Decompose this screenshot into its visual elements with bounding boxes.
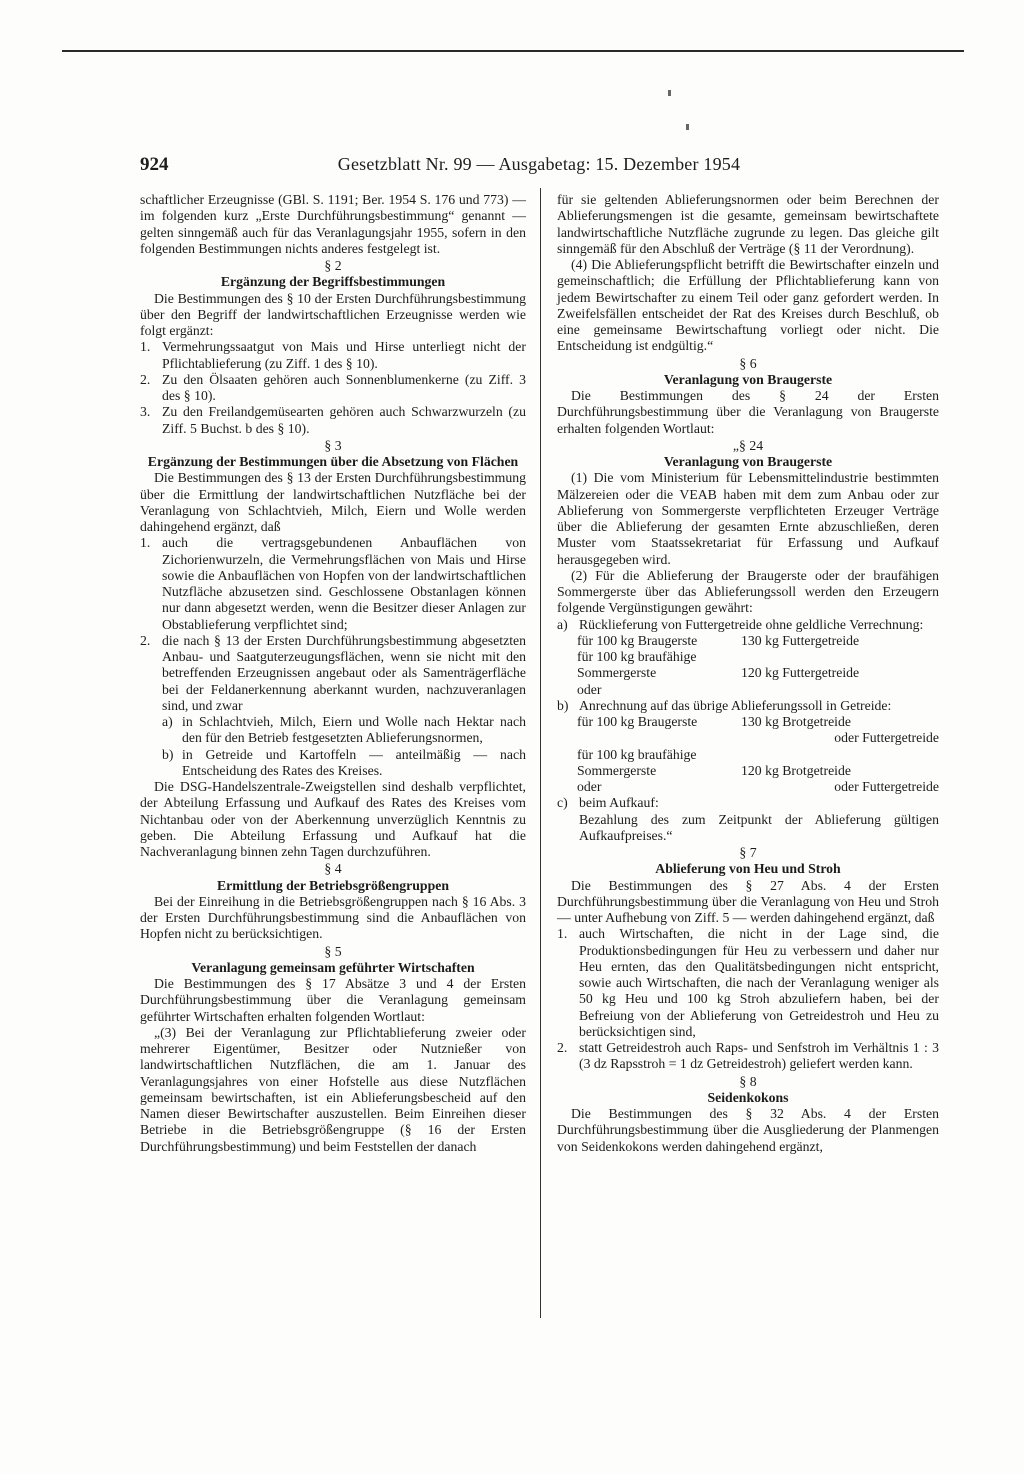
rate-label: Sommergerste: [577, 665, 657, 681]
rate-row: [577, 665, 939, 681]
right-column: [557, 192, 939, 1155]
list-text: auch Wirtschaften, die nicht in der Lage sind, die Produktionsbedingungen für Heu zu verbessern und daher nur Heu ernten, das den Qualitätsbedingungen nicht entspricht, sowie auch Wirtschaften, die nach der Veranlagung weniger als 50 kg Heu und 100 kg Stroh abzuliefern haben, bei der Befreiung von der Ablieferung von Getreidestroh und Heu zu berücksichtigen sind,: [579, 926, 939, 1039]
rate-row: [577, 779, 939, 795]
continued-paragraph: für sie geltenden Ablieferungsnormen oder beim Berechnen der Ablieferungsmengen ist die gesamte, gemeinsam bewirtschaftete landwirtschaftliche Nutzfläche zugrunde zu legen. Das gleiche gilt sinngemäß für den Abschluß der Verträge (§ 11 der Verordnung).: [557, 192, 939, 256]
list-number: 1.: [140, 339, 151, 355]
list-text: beim Aufkauf:: [579, 795, 659, 811]
list-text: Anrechnung auf das übrige Ablieferungssoll in Getreide:: [579, 697, 892, 713]
paragraph: „(3) Bei der Veranlagung zur Pflichtablieferung zweier oder mehrerer Eigentümer, Besitzer oder Nutznießer von landwirtschaftlichen Nutzflächen, die am 1. Januar des Veranlagungsjahres von einer Hofstelle aus diese Nutzflächen gemeinsam bewirtschaften, ist ein Ablieferungsbescheid auf den Namen dieser Bewirtschafter auszustellen. Beim Einreihen dieser Betriebe in die Betriebsgrößengruppe (§ 16 der Ersten Durchführungsbestimmung) und beim Feststellen der danach: [140, 1024, 526, 1154]
section-number: § 7: [739, 845, 757, 860]
rate-alternative: oder Futtergetreide: [834, 779, 939, 794]
rate-label: für 100 kg Braugerste: [577, 632, 698, 648]
section-number: § 5: [324, 943, 342, 959]
rate-value: 120 kg Futtergetreide: [741, 665, 860, 681]
list-item: [140, 535, 526, 633]
list-text: statt Getreidestroh auch Raps- und Senfstroh im Verhältnis 1 : 3 (3 dz Rapsstroh = 1 dz Getreidestroh) geliefert werden kann.: [579, 1040, 939, 1072]
rate-row: [577, 633, 939, 649]
list-item: [557, 698, 939, 714]
section-title: Veranlagung von Braugerste: [663, 371, 833, 387]
rate-row: [577, 714, 939, 730]
rate-label: oder: [577, 681, 602, 697]
quoted-section-title: Veranlagung von Braugerste: [663, 454, 833, 469]
section-number: § 3: [324, 437, 342, 453]
paragraph: Bei der Einreihung in die Betriebsgrößengruppen nach § 16 Abs. 3 der Ersten Durchführungsbestimmung sind die Anbauflächen von Hopfen nicht zu berücksichtigen.: [140, 893, 526, 942]
paragraph: Die Bestimmungen des § 32 Abs. 4 der Ersten Durchführungsbestimmung über die Ausgliederung der Planmengen von Seidenkokons werden dahingehend ergänzt,: [557, 1106, 939, 1154]
column-divider: [540, 188, 541, 1318]
paragraph: Die Bestimmungen des § 13 der Ersten Durchführungsbestimmung über die Ermittlung der landwirtschaftlichen Nutzfläche bei der Veranlagung von Schlachtvieh, Milch, Eiern und Wolle werden dahingehend ergänzt, daß: [140, 470, 526, 534]
list-text: auch die vertragsgebundenen Anbauflächen von Zichorienwurzeln, die Vermehrungsflächen von Mais und Hirse sowie die Anbauflächen von Hopfen von der landwirtschaftlichen Nutzfläche abzusetzen sind. Geschlossene Obstanlagen können nur dann abgesetzt werden, wenn die Besitzer dieser Anlagen zur Obstablieferung verpflichtet sind;: [162, 535, 526, 632]
list-item: [557, 1040, 939, 1073]
sub-item: [162, 747, 526, 780]
list-item: [557, 812, 939, 845]
section-title: Ergänzung der Bestimmungen über die Absetzung von Flächen: [147, 454, 519, 469]
paragraph: Die DSG-Handelszentrale-Zweigstellen sind deshalb verpflichtet, der Abteilung Erfassung und Aufkauf des Rates des Kreises vom Nichtanbau oder von der Aberkennung unverzüglich Kenntnis zu geben. Die Abteilung Erfassung und Aufkauf hat die Nachveranlagung binnen zehn Tagen durchzuführen.: [140, 779, 526, 859]
rate-value: 130 kg Futtergetreide: [741, 632, 860, 648]
rate-row: [577, 682, 939, 698]
list-item: [557, 926, 939, 1040]
list-number: 2.: [557, 1040, 568, 1055]
list-text: Rücklieferung von Futtergetreide ohne geldliche Verrechnung:: [579, 616, 924, 632]
section-title: Ermittlung der Betriebsgrößengruppen: [217, 877, 449, 893]
sub-item: [162, 714, 526, 747]
sub-text: in Getreide und Kartoffeln — anteilmäßig — nach Entscheidung des Rates des Kreises.: [182, 746, 526, 778]
section-number: § 2: [324, 258, 342, 273]
list-letter: a): [557, 616, 568, 632]
print-speck: [668, 90, 671, 96]
rate-row: [577, 763, 939, 779]
list-letter: b): [557, 697, 569, 713]
section-number: § 8: [739, 1073, 757, 1089]
list-text: die nach § 13 der Ersten Durchführungsbestimmung abgesetzten Anbau- und Saatguterzeugungsflächen, wenn sie nicht mit den betreffenden Erzeugnissen angebaut oder als Samenträgerfläche bei der Feldanerkennung aberkannt wurden, nachzuveranlagen sind, und zwar: [162, 632, 526, 713]
section-number: § 6: [739, 355, 757, 371]
list-number: 1.: [557, 926, 568, 942]
top-rule: [62, 50, 964, 52]
section-title: Veranlagung gemeinsam geführter Wirtschaften: [191, 959, 475, 975]
sub-letter: a): [162, 714, 173, 729]
left-column: [140, 192, 526, 1155]
list-text: Zu den Freilandgemüsearten gehören auch Schwarzwurzeln (zu Ziff. 5 Buchst. b des § 10).: [162, 404, 526, 436]
list-number: 2.: [140, 371, 151, 387]
rate-value: 130 kg Brotgetreide: [741, 714, 851, 729]
rate-alternative: oder Futtergetreide: [834, 730, 939, 746]
rate-row: [577, 649, 939, 665]
sub-text: in Schlachtvieh, Milch, Eiern und Wolle nach Hektar nach den für den Betrieb festgesetzten Ablieferungsnormen,: [182, 714, 526, 746]
list-text: Bezahlung des zum Zeitpunkt der Ablieferung gültigen Aufkaufpreises.“: [579, 811, 939, 843]
page-number: 924: [140, 154, 169, 175]
intro-paragraph: schaftlicher Erzeugnisse (GBl. S. 1191; Ber. 1954 S. 176 und 773) — im folgenden kurz „Erste Durchführungsbestimmung“ genannt — gelten sinngemäß auch für das Veranlagungsjahr 1955, sofern in den folgenden Bestimmungen nichts anderes festgelegt ist.: [140, 192, 526, 256]
quoted-section-number: „§ 24: [732, 437, 764, 453]
paragraph: Die Bestimmungen des § 10 der Ersten Durchführungsbestimmung über den Begriff der landwirtschaftlichen Erzeugnisse werden wie folgt ergänzt:: [140, 290, 526, 338]
list-letter: c): [557, 795, 568, 811]
list-number: 3.: [140, 404, 151, 420]
section-title: Seidenkokons: [707, 1089, 789, 1105]
paragraph: Die Bestimmungen des § 24 der Ersten Durchführungsbestimmung über die Veranlagung von Braugerste erhalten folgenden Wortlaut:: [557, 388, 939, 436]
list-item: [140, 404, 526, 437]
paragraph: (1) Die vom Ministerium für Lebensmittelindustrie bestimmten Mälzereien oder die VEAB haben mit dem zum Anbau oder zur Ablieferung von Sommergerste verpflichteten Erzeuger Verträge über die Ablieferung der gesamten Ernte abzuschließen, deren Muster vom Staatssekretariat für Erfassung und Aufkauf herausgegeben wird.: [557, 470, 939, 567]
list-item: [140, 339, 526, 372]
paragraph: (4) Die Ablieferungspflicht betrifft die Bewirtschafter einzeln und gemeinschaftlich; die Erfüllung der Pflichtablieferung kann von jedem Bewirtschafter zu einem Teil oder ganz gefordert werden. In Zweifelsfällen entscheidet der Rat des Kreises durch Beschluß, ob eine gemeinsame Bewirtschaftung vorliegt oder nicht. Die Entscheidung ist endgültig.“: [557, 257, 939, 354]
section-title: Ablieferung von Heu und Stroh: [655, 861, 841, 877]
list-item: [557, 617, 939, 633]
section-number: § 4: [324, 861, 342, 877]
rate-value: 120 kg Brotgetreide: [741, 762, 851, 778]
rate-label: für 100 kg braufähige: [577, 649, 697, 664]
rate-label: oder: [577, 779, 602, 794]
rate-label: Sommergerste: [577, 762, 657, 778]
rate-label: für 100 kg braufähige: [577, 746, 697, 762]
section-title: Ergänzung der Begriffsbestimmungen: [220, 274, 446, 290]
list-number: 1.: [140, 535, 151, 551]
paragraph: Die Bestimmungen des § 17 Absätze 3 und 4 der Ersten Durchführungsbestimmung über die Veranlagung gemeinsam geführter Wirtschaften erhalten folgenden Wortlaut:: [140, 976, 526, 1024]
print-speck: [686, 124, 689, 130]
page-header: [140, 154, 938, 184]
list-item: [557, 795, 939, 811]
rate-label: für 100 kg Braugerste: [577, 714, 698, 729]
rate-row: [577, 747, 939, 763]
paragraph: Die Bestimmungen des § 27 Abs. 4 der Ersten Durchführungsbestimmung über die Veranlagung von Heu und Stroh — unter Aufhebung von Ziff. 5 — werden dahingehend ergänzt, daß: [557, 877, 939, 925]
list-text: Zu den Ölsaaten gehören auch Sonnenblumenkerne (zu Ziff. 3 des § 10).: [162, 371, 526, 403]
list-text: Vermehrungssaatgut von Mais und Hirse unterliegt nicht der Pflichtablieferung (zu Ziff. 1 des § 10).: [162, 339, 526, 371]
list-item: [140, 633, 526, 714]
sub-letter: b): [162, 746, 174, 762]
paragraph: (2) Für die Ablieferung der Braugerste oder der braufähigen Sommergerste über das Ablieferungssoll werden den Erzeugern folgende Vergünstigungen gewährt:: [557, 567, 939, 616]
list-number: 2.: [140, 632, 151, 648]
running-title: Gesetzblatt Nr. 99 — Ausgabetag: 15. Dezember 1954: [337, 154, 741, 174]
list-item: [140, 372, 526, 405]
